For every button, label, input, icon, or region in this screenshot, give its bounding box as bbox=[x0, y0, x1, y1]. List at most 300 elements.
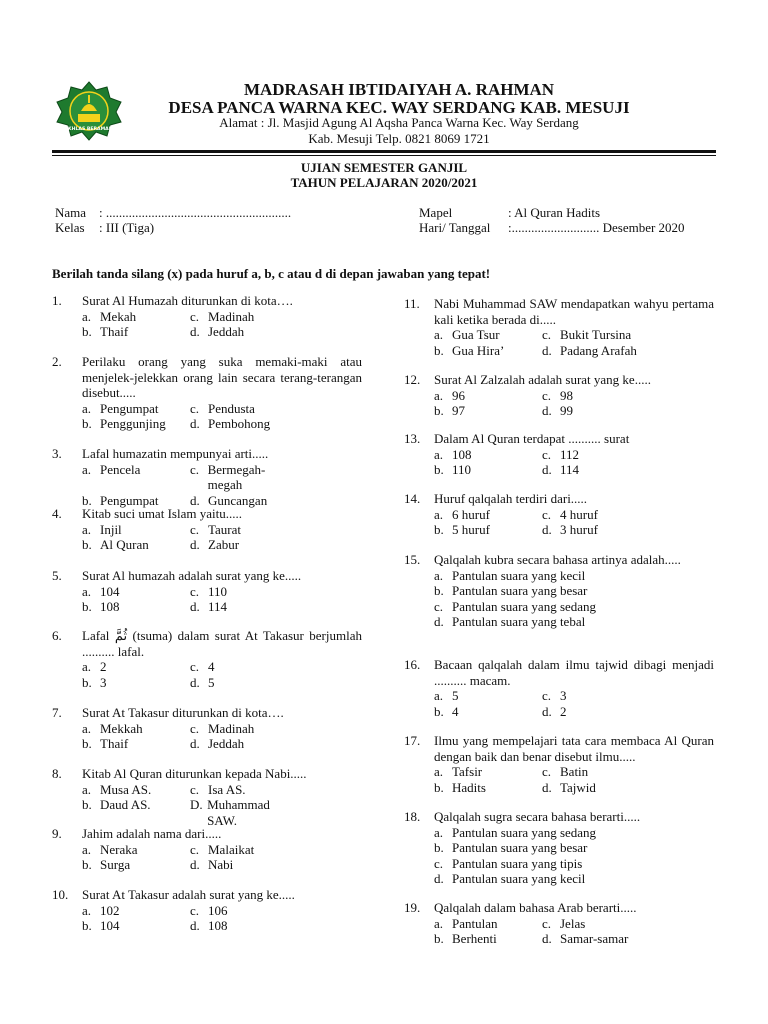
question-stem: Perilaku orang yang suka memaki-maki atau menjelek-jelekkan orang lain secara terang-terangan disebut..... bbox=[82, 354, 362, 400]
answer-option[interactable] bbox=[82, 782, 190, 798]
option-letter: b. bbox=[434, 522, 444, 537]
option-text: 4 huruf bbox=[560, 506, 598, 522]
option-letter: c. bbox=[190, 841, 200, 857]
question-stem: Ilmu yang mempelajari tata cara membaca Al Quran dengan baik dan benar disebut ilmu..... bbox=[434, 733, 714, 764]
answer-option[interactable] bbox=[190, 857, 298, 873]
question-17 bbox=[404, 733, 714, 795]
answer-option[interactable] bbox=[190, 401, 298, 417]
option-text: 5 bbox=[208, 674, 215, 690]
answer-option[interactable] bbox=[190, 797, 298, 828]
instruction: Berilah tanda silang (x) pada huruf a, b, c atau d di depan jawaban yang tepat! bbox=[52, 266, 491, 281]
option-text: 3 huruf bbox=[560, 522, 598, 537]
option-letter: b. bbox=[434, 840, 444, 855]
option-letter: a. bbox=[82, 583, 92, 599]
school-name: MADRASAH IBTIDAIYAH A. RAHMAN bbox=[243, 80, 555, 99]
option-letter: b. bbox=[82, 416, 92, 431]
answer-option[interactable] bbox=[82, 721, 190, 737]
answer-option[interactable] bbox=[190, 522, 298, 538]
answer-option[interactable] bbox=[190, 324, 298, 340]
answer-options bbox=[82, 842, 362, 873]
option-text: Gua Hira’ bbox=[452, 342, 505, 358]
question-number: 2. bbox=[52, 354, 62, 369]
answer-option[interactable] bbox=[82, 522, 190, 538]
option-text: 108 bbox=[452, 446, 472, 462]
option-letter: b. bbox=[434, 342, 444, 358]
answer-options bbox=[434, 388, 714, 419]
answer-option[interactable] bbox=[434, 522, 542, 538]
answer-options bbox=[434, 764, 714, 795]
answer-option[interactable] bbox=[434, 507, 542, 523]
answer-option[interactable] bbox=[190, 599, 298, 615]
answer-options bbox=[82, 659, 362, 690]
question-stem: Dalam Al Quran terdapat .......... surat bbox=[434, 431, 630, 446]
question-4 bbox=[52, 506, 362, 553]
answer-options bbox=[82, 522, 362, 553]
option-text: Pantulan suara yang besar bbox=[452, 840, 588, 855]
answer-option[interactable] bbox=[434, 688, 542, 704]
answer-option[interactable] bbox=[82, 309, 190, 325]
option-letter: d. bbox=[542, 403, 552, 418]
answer-option[interactable] bbox=[542, 916, 650, 932]
option-letter: a. bbox=[434, 764, 444, 779]
option-text: 102 bbox=[100, 902, 120, 918]
option-letter: b. bbox=[434, 583, 444, 598]
option-letter: b. bbox=[82, 674, 92, 690]
option-text: Pantulan suara yang tipis bbox=[452, 855, 583, 871]
option-letter: d. bbox=[190, 324, 200, 339]
answer-option[interactable] bbox=[82, 736, 190, 752]
answer-option[interactable] bbox=[190, 736, 298, 752]
mapel-label: Mapel bbox=[419, 205, 453, 220]
answer-option[interactable] bbox=[434, 462, 542, 478]
answer-option[interactable] bbox=[434, 599, 714, 615]
answer-option[interactable] bbox=[542, 327, 650, 343]
option-text: 104 bbox=[100, 918, 120, 933]
question-stem: Kitab Al Quran diturunkan kepada Nabi..... bbox=[82, 766, 307, 781]
option-text: Jeddah bbox=[208, 736, 245, 751]
option-text: 2 bbox=[100, 659, 107, 674]
option-letter: b. bbox=[434, 462, 444, 477]
question-stem: Bacaan qalqalah dalam ilmu tajwid dibagi menjadi .......... macam. bbox=[434, 657, 714, 688]
question-5 bbox=[52, 568, 362, 615]
answer-option[interactable] bbox=[542, 704, 650, 720]
answer-option[interactable] bbox=[190, 659, 298, 675]
option-letter: a. bbox=[434, 327, 444, 342]
answer-option[interactable] bbox=[190, 903, 298, 919]
answer-option[interactable] bbox=[82, 324, 190, 340]
option-text: 106 bbox=[208, 902, 228, 918]
option-letter: a. bbox=[82, 400, 92, 416]
option-letter: b. bbox=[434, 931, 444, 946]
answer-option[interactable] bbox=[190, 782, 298, 798]
option-letter: d. bbox=[542, 931, 552, 946]
answer-option[interactable] bbox=[190, 462, 298, 493]
option-letter: c. bbox=[190, 659, 200, 674]
option-text: Pengumpat bbox=[100, 492, 159, 508]
answer-option[interactable] bbox=[542, 780, 650, 796]
option-text: Tafsir bbox=[452, 764, 483, 779]
answer-option[interactable] bbox=[82, 842, 190, 858]
question-11 bbox=[404, 296, 714, 358]
option-text: Pantulan suara yang sedang bbox=[452, 824, 597, 840]
option-letter: d. bbox=[542, 703, 552, 719]
option-letter: b. bbox=[82, 736, 92, 751]
school-contact: Kab. Mesuji Telp. 0821 8069 1721 bbox=[308, 131, 490, 146]
option-letter: c. bbox=[542, 764, 552, 779]
answer-option[interactable] bbox=[82, 918, 190, 934]
option-text: Muhammad SAW. bbox=[207, 797, 270, 828]
answer-option[interactable] bbox=[434, 840, 714, 856]
answer-option[interactable] bbox=[434, 343, 542, 359]
option-letter: c. bbox=[190, 720, 200, 736]
hari-field[interactable]: :........................... Desember 2020 bbox=[508, 220, 685, 235]
question-number: 7. bbox=[52, 705, 62, 720]
option-text: Malaikat bbox=[208, 841, 255, 857]
question-13 bbox=[404, 431, 714, 478]
answer-options bbox=[82, 401, 362, 432]
option-text: Pantulan suara yang kecil bbox=[452, 871, 586, 886]
option-letter: c. bbox=[434, 598, 444, 614]
question-stem: Jahim adalah nama dari..... bbox=[82, 826, 222, 841]
option-letter: d. bbox=[190, 416, 200, 431]
option-letter: d. bbox=[190, 492, 200, 508]
nama-label: Nama bbox=[55, 205, 87, 220]
option-letter: a. bbox=[434, 446, 444, 462]
option-letter: c. bbox=[190, 781, 200, 797]
answer-option[interactable] bbox=[434, 447, 542, 463]
option-letter: a. bbox=[82, 781, 92, 797]
option-text: Bermegah-megah bbox=[207, 461, 266, 492]
question-number: 16. bbox=[404, 657, 421, 672]
option-text: Mekkah bbox=[100, 720, 143, 736]
question-9 bbox=[52, 826, 362, 873]
answer-option[interactable] bbox=[542, 343, 650, 359]
option-text: Hadits bbox=[452, 779, 486, 795]
option-letter: c. bbox=[190, 583, 200, 599]
option-text: 5 huruf bbox=[452, 522, 490, 537]
option-text: Neraka bbox=[100, 841, 138, 857]
option-text: Isa AS. bbox=[208, 781, 246, 797]
exam-title: UJIAN SEMESTER GANJIL bbox=[300, 160, 468, 175]
option-text: 6 huruf bbox=[452, 506, 490, 522]
answer-option[interactable] bbox=[542, 522, 650, 538]
answer-option[interactable] bbox=[542, 764, 650, 780]
option-letter: a. bbox=[434, 688, 444, 703]
question-stem: Lafal ثُمَّ (tsuma) dalam surat At Takasur berjumlah .......... lafal. bbox=[82, 628, 362, 659]
option-text: Pantulan suara yang kecil bbox=[452, 567, 586, 583]
option-letter: a. bbox=[434, 824, 444, 840]
question-number: 11. bbox=[404, 296, 420, 311]
question-7 bbox=[52, 705, 362, 752]
answer-option[interactable] bbox=[434, 856, 714, 872]
answer-option[interactable] bbox=[542, 507, 650, 523]
answer-options bbox=[82, 584, 362, 615]
option-text: 99 bbox=[560, 403, 573, 418]
question-16 bbox=[404, 657, 714, 719]
question-8 bbox=[52, 766, 362, 828]
answer-option[interactable] bbox=[542, 447, 650, 463]
question-stem: Qalqalah dalam bahasa Arab berarti..... bbox=[434, 900, 637, 915]
option-letter: d. bbox=[190, 674, 200, 690]
answer-option[interactable] bbox=[434, 568, 714, 584]
answer-option[interactable] bbox=[542, 931, 650, 947]
option-text: Pantulan bbox=[452, 915, 498, 931]
question-number: 3. bbox=[52, 446, 62, 461]
header-rule-thin bbox=[52, 155, 716, 156]
answer-option[interactable] bbox=[190, 721, 298, 737]
answer-option[interactable] bbox=[434, 388, 542, 404]
answer-option[interactable] bbox=[190, 918, 298, 934]
question-number: 15. bbox=[404, 552, 421, 567]
option-text: Madinah bbox=[208, 308, 255, 324]
answer-options bbox=[82, 903, 362, 934]
option-text: Thaif bbox=[100, 736, 129, 751]
question-stem: Lafal humazatin mempunyai arti..... bbox=[82, 446, 269, 461]
option-letter: a. bbox=[82, 659, 92, 674]
answer-option[interactable] bbox=[82, 599, 190, 615]
option-text: 97 bbox=[452, 403, 465, 418]
answer-option[interactable] bbox=[434, 764, 542, 780]
question-number: 14. bbox=[404, 491, 421, 506]
option-text: 5 bbox=[452, 688, 459, 703]
answer-option[interactable] bbox=[434, 583, 714, 599]
answer-option[interactable] bbox=[434, 931, 542, 947]
option-text: 96 bbox=[452, 387, 465, 403]
answer-option[interactable] bbox=[434, 614, 714, 630]
option-text: 4 bbox=[452, 703, 459, 719]
option-letter: a. bbox=[434, 567, 444, 583]
option-letter: b. bbox=[82, 492, 92, 508]
option-letter: d. bbox=[542, 522, 552, 537]
question-number: 17. bbox=[404, 733, 421, 748]
option-letter: b. bbox=[82, 857, 92, 872]
answer-option[interactable] bbox=[82, 584, 190, 600]
answer-option[interactable] bbox=[82, 675, 190, 691]
answer-option[interactable] bbox=[82, 401, 190, 417]
option-text: 114 bbox=[208, 599, 228, 614]
question-stem: Surat Al humazah adalah surat yang ke..... bbox=[82, 568, 302, 583]
answer-options bbox=[434, 327, 714, 358]
question-stem: Qalqalah kubra secara bahasa artinya adalah..... bbox=[434, 552, 681, 567]
option-text: Pantulan suara yang sedang bbox=[452, 598, 597, 614]
answer-options bbox=[434, 507, 714, 538]
option-letter: b. bbox=[82, 918, 92, 933]
option-letter: a. bbox=[82, 720, 92, 736]
option-text: Al Quran bbox=[100, 537, 149, 552]
answer-option[interactable] bbox=[434, 825, 714, 841]
option-text: Injil bbox=[100, 521, 122, 537]
option-text: Taurat bbox=[208, 521, 242, 537]
question-number: 19. bbox=[404, 900, 421, 915]
option-text: Guncangan bbox=[208, 492, 268, 508]
answer-options bbox=[82, 721, 362, 752]
option-text: 98 bbox=[560, 387, 573, 403]
answer-options bbox=[82, 782, 362, 829]
answer-option[interactable] bbox=[190, 584, 298, 600]
option-text: Batin bbox=[560, 764, 589, 779]
answer-option[interactable] bbox=[434, 780, 542, 796]
option-letter: c. bbox=[542, 915, 552, 931]
logo-motto: IKHLAS BERAMAL bbox=[66, 127, 112, 132]
answer-options bbox=[434, 447, 714, 478]
option-letter: d. bbox=[190, 537, 200, 552]
option-letter: a. bbox=[434, 506, 444, 522]
answer-option[interactable] bbox=[542, 462, 650, 478]
option-letter: d. bbox=[190, 857, 200, 872]
question-number: 8. bbox=[52, 766, 62, 781]
option-letter: b. bbox=[82, 324, 92, 339]
option-letter: d. bbox=[434, 871, 444, 886]
question-14 bbox=[404, 491, 714, 538]
option-text: 108 bbox=[208, 918, 228, 933]
question-number: 5. bbox=[52, 568, 62, 583]
option-text: Mekah bbox=[100, 308, 137, 324]
question-stem: Surat Al Zalzalah adalah surat yang ke..... bbox=[434, 372, 651, 387]
option-text: 110 bbox=[452, 462, 472, 477]
question-stem: Surat At Takasur diturunkan di kota…. bbox=[82, 705, 284, 720]
option-text: Musa AS. bbox=[100, 781, 152, 797]
answer-option[interactable] bbox=[542, 388, 650, 404]
answer-option[interactable] bbox=[82, 903, 190, 919]
school-address: Alamat : Jl. Masjid Agung Al Aqsha Panca Warna Kec. Way Serdang bbox=[219, 115, 579, 130]
option-text: Surga bbox=[100, 857, 131, 872]
answer-options bbox=[434, 688, 714, 719]
answer-options bbox=[82, 309, 362, 340]
option-text: Pendusta bbox=[208, 400, 255, 416]
answer-option[interactable] bbox=[542, 688, 650, 704]
answer-options bbox=[434, 568, 714, 630]
option-text: Pencela bbox=[100, 461, 141, 477]
option-letter: d. bbox=[190, 599, 200, 614]
option-letter: b. bbox=[82, 599, 92, 614]
option-text: Samar-samar bbox=[560, 931, 629, 946]
question-18 bbox=[404, 809, 714, 887]
question-number: 10. bbox=[52, 887, 69, 902]
question-stem: Qalqalah sugra secara bahasa berarti..... bbox=[434, 809, 641, 824]
option-letter: d. bbox=[434, 614, 444, 629]
answer-option[interactable] bbox=[190, 416, 298, 432]
option-text: Berhenti bbox=[452, 931, 497, 946]
answer-option[interactable] bbox=[82, 659, 190, 675]
option-letter: d. bbox=[542, 342, 552, 358]
option-text: 3 bbox=[100, 674, 107, 690]
option-text: Daud AS. bbox=[100, 797, 151, 812]
option-letter: a. bbox=[434, 915, 444, 931]
question-number: 18. bbox=[404, 809, 421, 824]
option-letter: a. bbox=[82, 521, 92, 537]
answer-options bbox=[434, 825, 714, 887]
option-letter: a. bbox=[82, 308, 92, 324]
question-10 bbox=[52, 887, 362, 934]
option-text: Padang Arafah bbox=[560, 342, 637, 358]
option-text: Penggunjing bbox=[100, 416, 166, 431]
answer-option[interactable] bbox=[82, 416, 190, 432]
answer-option[interactable] bbox=[82, 797, 190, 828]
option-text: Nabi bbox=[208, 857, 234, 872]
answer-option[interactable] bbox=[190, 675, 298, 691]
option-text: 4 bbox=[208, 659, 215, 674]
answer-option[interactable] bbox=[190, 842, 298, 858]
answer-option[interactable] bbox=[434, 871, 714, 887]
option-text: Madinah bbox=[208, 720, 255, 736]
option-letter: c. bbox=[542, 446, 552, 462]
answer-option[interactable] bbox=[190, 309, 298, 325]
option-text: 110 bbox=[208, 583, 228, 599]
question-stem: Huruf qalqalah terdiri dari..... bbox=[434, 491, 588, 506]
question-12 bbox=[404, 372, 714, 419]
question-number: 9. bbox=[52, 826, 62, 841]
option-letter: c. bbox=[542, 327, 552, 342]
nama-field[interactable]: : ......................................................... bbox=[99, 205, 292, 220]
option-letter: b. bbox=[434, 403, 444, 418]
question-number: 6. bbox=[52, 628, 62, 643]
question-number: 1. bbox=[52, 293, 62, 308]
question-19 bbox=[404, 900, 714, 947]
answer-option[interactable] bbox=[434, 916, 542, 932]
option-text: 112 bbox=[560, 446, 580, 462]
option-text: 108 bbox=[100, 599, 120, 614]
option-letter: b. bbox=[434, 779, 444, 795]
option-text: Gua Tsur bbox=[452, 327, 500, 342]
option-letter: c. bbox=[542, 506, 552, 522]
option-letter: d. bbox=[542, 779, 552, 795]
option-text: 2 bbox=[560, 703, 567, 719]
option-text: Tajwid bbox=[560, 779, 596, 795]
option-letter: d. bbox=[190, 736, 200, 751]
option-text: Pantulan suara yang besar bbox=[452, 583, 588, 598]
option-letter: c. bbox=[542, 688, 552, 703]
option-text: Pengumpat bbox=[100, 400, 159, 416]
option-letter: c. bbox=[190, 400, 200, 416]
option-letter: a. bbox=[82, 461, 92, 477]
question-stem: Kitab suci umat Islam yaitu..... bbox=[82, 506, 242, 521]
option-text: 3 bbox=[560, 688, 567, 703]
option-letter: c. bbox=[190, 461, 200, 477]
option-letter: c. bbox=[190, 521, 200, 537]
option-letter: b. bbox=[434, 703, 444, 719]
answer-option[interactable] bbox=[434, 327, 542, 343]
answer-option[interactable] bbox=[190, 537, 298, 553]
option-letter: b. bbox=[82, 537, 92, 552]
option-text: Jelas bbox=[560, 915, 586, 931]
school-village: DESA PANCA WARNA KEC. WAY SERDANG KAB. MESUJI bbox=[168, 98, 630, 117]
answer-option[interactable] bbox=[82, 462, 190, 493]
answer-option[interactable] bbox=[82, 537, 190, 553]
answer-option[interactable] bbox=[434, 403, 542, 419]
question-6 bbox=[52, 628, 362, 690]
option-text: Pantulan suara yang tebal bbox=[452, 614, 586, 629]
question-stem: Surat Al Humazah diturunkan di kota…. bbox=[82, 293, 293, 308]
option-text: Pembohong bbox=[208, 416, 271, 431]
header-rule-thick bbox=[52, 150, 716, 153]
answer-option[interactable] bbox=[542, 403, 650, 419]
option-letter: c. bbox=[190, 902, 200, 918]
question-number: 4. bbox=[52, 506, 62, 521]
option-text: Jeddah bbox=[208, 324, 245, 339]
question-3 bbox=[52, 446, 362, 508]
option-letter: c. bbox=[190, 308, 200, 324]
question-number: 13. bbox=[404, 431, 421, 446]
answer-option[interactable] bbox=[434, 704, 542, 720]
option-letter: a. bbox=[434, 387, 444, 403]
question-2 bbox=[52, 354, 362, 432]
answer-option[interactable] bbox=[82, 857, 190, 873]
option-letter: d. bbox=[542, 462, 552, 477]
mapel-value: : Al Quran Hadits bbox=[508, 205, 601, 220]
option-text: Bukit Tursina bbox=[560, 327, 632, 342]
question-stem: Surat At Takasur adalah surat yang ke..... bbox=[82, 887, 295, 902]
answer-options bbox=[82, 462, 362, 509]
